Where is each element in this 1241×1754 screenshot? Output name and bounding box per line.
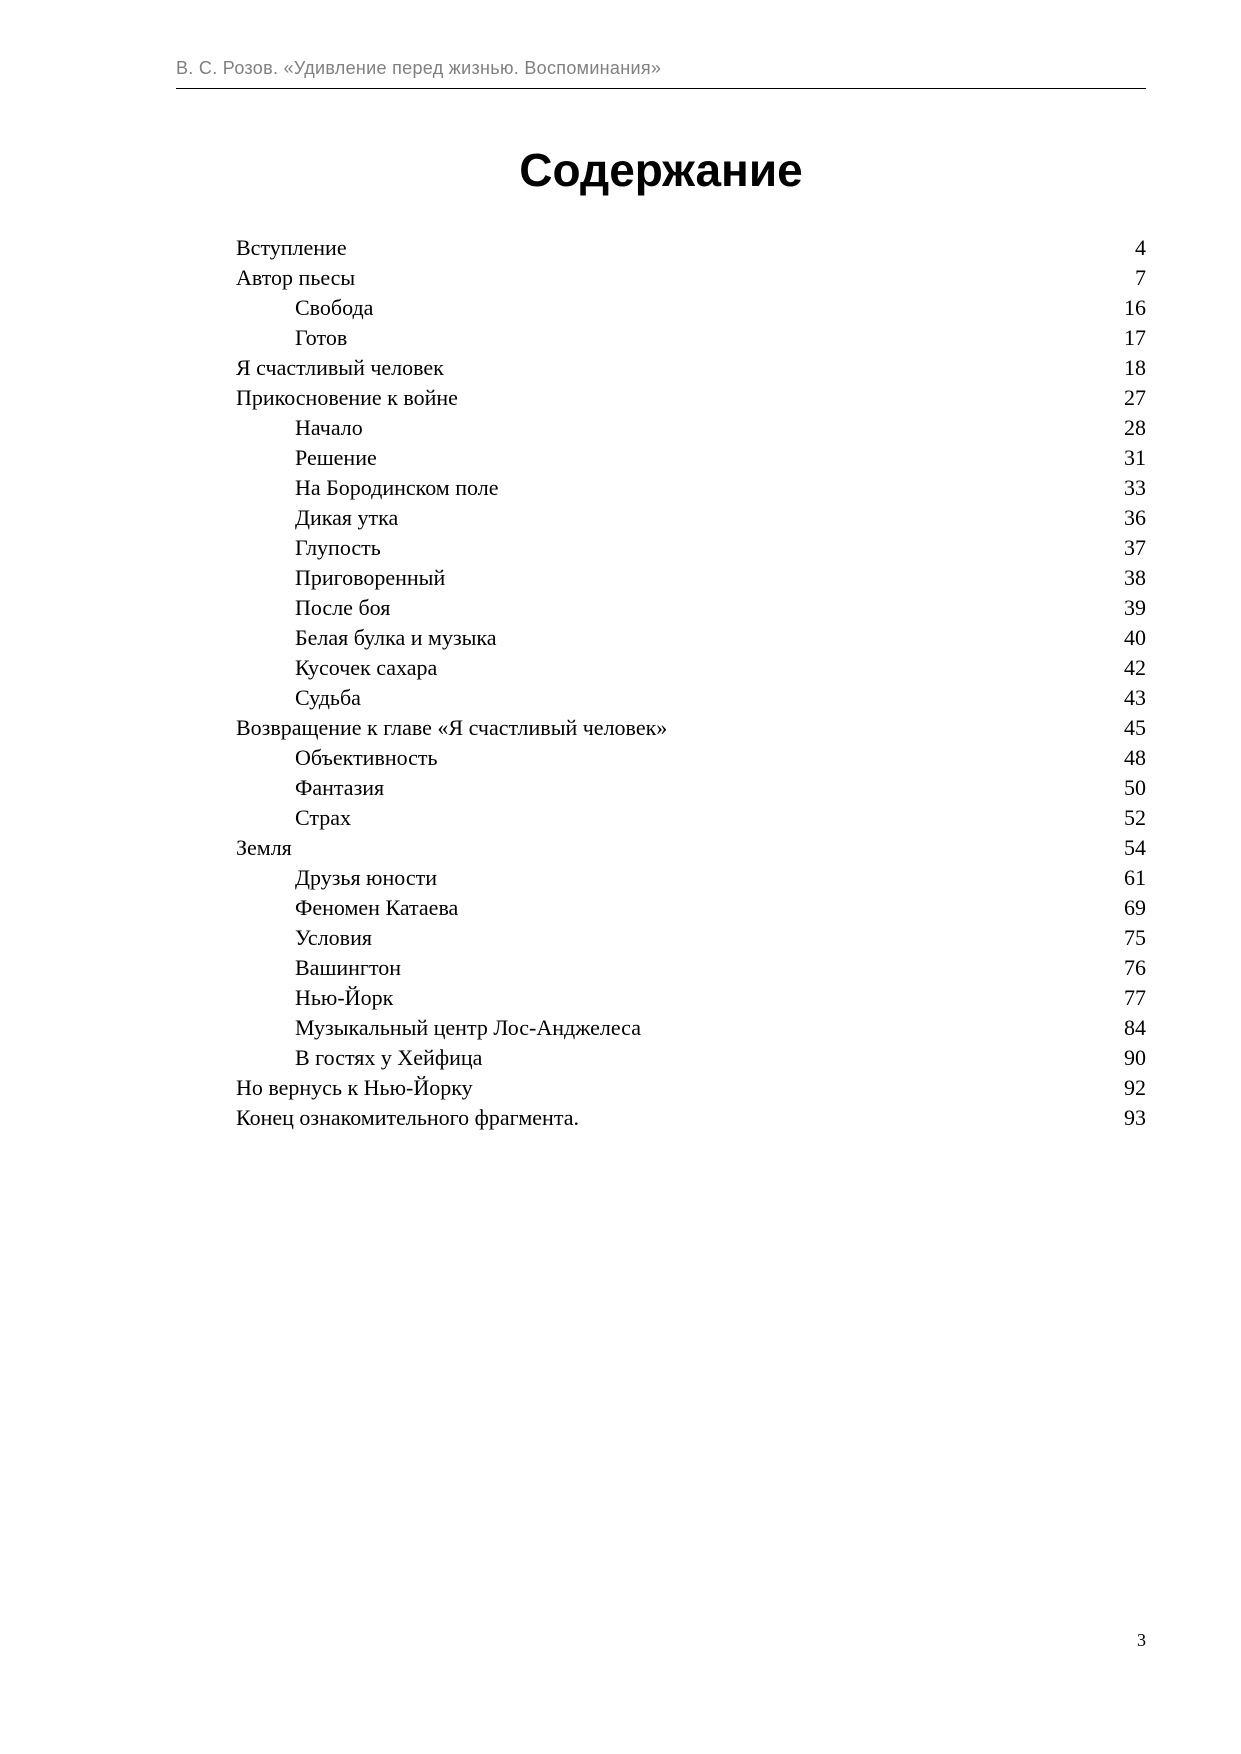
toc-entry-page: 31 — [1124, 445, 1146, 470]
toc-entry-label: Вашингтон — [295, 955, 402, 980]
toc-entry-page: 84 — [1124, 1015, 1146, 1040]
toc-entry-label: Музыкальный центр Лос-Анджелеса — [295, 1015, 641, 1040]
toc-entry-page: 7 — [1135, 265, 1146, 290]
toc-entry-page: 43 — [1124, 685, 1146, 710]
toc-entry-label: Страх — [295, 805, 352, 830]
toc-entry-page: 54 — [1124, 835, 1146, 860]
toc-entry[interactable] — [236, 713, 1146, 743]
toc-entry-page: 50 — [1124, 775, 1146, 800]
toc-entry[interactable] — [236, 563, 1146, 593]
toc-entry-label: Друзья юности — [295, 865, 437, 890]
page-number: 3 — [1137, 1630, 1146, 1650]
toc-entry-label: Феномен Катаева — [295, 895, 459, 920]
toc-entry-page: 28 — [1124, 415, 1146, 440]
toc-entry-label: Фантазия — [295, 775, 385, 800]
toc-entry-label: Готов — [295, 325, 348, 350]
toc-entry-label: После боя — [295, 595, 391, 620]
toc-entry-label: Я счастливый человек — [236, 355, 444, 380]
toc-entry-label: Условия — [295, 925, 372, 950]
toc-entry[interactable] — [236, 1103, 1146, 1133]
toc-entry-label: Автор пьесы — [236, 265, 356, 290]
toc-entry-page: 42 — [1124, 655, 1146, 680]
toc-entry-page: 69 — [1124, 895, 1146, 920]
toc-entry-page: 18 — [1124, 355, 1146, 380]
toc-entry[interactable] — [236, 773, 1146, 803]
toc-entry-page: 75 — [1124, 925, 1146, 950]
toc-entry[interactable] — [236, 353, 1146, 383]
toc-entry[interactable] — [236, 503, 1146, 533]
toc-entry[interactable] — [236, 953, 1146, 983]
toc-entry[interactable] — [236, 983, 1146, 1013]
toc-entry-page: 52 — [1124, 805, 1146, 830]
toc-entry-label: Начало — [295, 415, 363, 440]
toc-entry-page: 92 — [1124, 1075, 1146, 1100]
toc-entry[interactable] — [236, 1073, 1146, 1103]
toc-entry[interactable] — [236, 413, 1146, 443]
toc-entry-label: Приговоренный — [295, 565, 446, 590]
toc-entry-page: 77 — [1124, 985, 1146, 1010]
toc-entry-label: Дикая утка — [295, 505, 399, 530]
toc-entry-page: 37 — [1124, 535, 1146, 560]
toc-entry[interactable] — [236, 623, 1146, 653]
toc-entry-label: Возвращение к главе «Я счастливый человек» — [236, 715, 668, 740]
toc-entry-page: 45 — [1124, 715, 1146, 740]
toc-entry[interactable] — [236, 1013, 1146, 1043]
table-of-contents — [236, 233, 1146, 1133]
toc-entry[interactable] — [236, 443, 1146, 473]
toc-entry[interactable] — [236, 233, 1146, 263]
toc-entry-label: Свобода — [295, 295, 374, 320]
toc-entry-page: 38 — [1124, 565, 1146, 590]
toc-entry-label: В гостях у Хейфица — [295, 1045, 483, 1070]
toc-entry[interactable] — [236, 263, 1146, 293]
toc-entry[interactable] — [236, 683, 1146, 713]
toc-entry-page: 48 — [1124, 745, 1146, 770]
toc-entry-page: 17 — [1124, 325, 1146, 350]
toc-entry[interactable] — [236, 833, 1146, 863]
toc-entry-page: 39 — [1124, 595, 1146, 620]
toc-entry[interactable] — [236, 533, 1146, 563]
toc-entry-label: Конец ознакомительного фрагмента. — [236, 1105, 579, 1130]
toc-entry-label: Нью-Йорк — [295, 985, 394, 1010]
page-title: Содержание — [519, 144, 803, 196]
header-rule — [176, 88, 1146, 89]
toc-entry-label: На Бородинском поле — [295, 475, 499, 500]
toc-entry[interactable] — [236, 743, 1146, 773]
toc-entry-label: Объективность — [295, 745, 438, 770]
toc-entry-page: 36 — [1124, 505, 1146, 530]
toc-entry-label: Но вернусь к Нью-Йорку — [236, 1075, 473, 1100]
toc-entry[interactable] — [236, 473, 1146, 503]
toc-entry[interactable] — [236, 293, 1146, 323]
toc-entry-label: Прикосновение к войне — [236, 385, 458, 410]
toc-entry-label: Решение — [295, 445, 377, 470]
toc-entry-label: Вступление — [236, 235, 347, 260]
toc-entry-label: Белая булка и музыка — [295, 625, 497, 650]
toc-entry-page: 16 — [1124, 295, 1146, 320]
toc-entry-label: Судьба — [295, 685, 361, 710]
toc-entry[interactable] — [236, 923, 1146, 953]
toc-entry-label: Кусочек сахара — [295, 655, 438, 680]
toc-entry[interactable] — [236, 653, 1146, 683]
toc-entry-page: 61 — [1124, 865, 1146, 890]
toc-entry[interactable] — [236, 383, 1146, 413]
toc-entry[interactable] — [236, 1043, 1146, 1073]
toc-entry-page: 76 — [1124, 955, 1146, 980]
toc-entry[interactable] — [236, 593, 1146, 623]
toc-entry-page: 27 — [1124, 385, 1146, 410]
toc-entry-label: Земля — [236, 835, 292, 860]
toc-entry-label: Глупость — [295, 535, 381, 560]
toc-entry-page: 33 — [1124, 475, 1146, 500]
toc-entry[interactable] — [236, 323, 1146, 353]
toc-entry-page: 93 — [1124, 1105, 1146, 1130]
toc-entry-page: 4 — [1135, 235, 1146, 260]
toc-entry[interactable] — [236, 863, 1146, 893]
toc-entry[interactable] — [236, 893, 1146, 923]
toc-entry-page: 90 — [1124, 1045, 1146, 1070]
toc-entry-page: 40 — [1124, 625, 1146, 650]
running-header: В. С. Розов. «Удивление перед жизнью. Воспоминания» — [176, 58, 662, 78]
toc-entry[interactable] — [236, 803, 1146, 833]
